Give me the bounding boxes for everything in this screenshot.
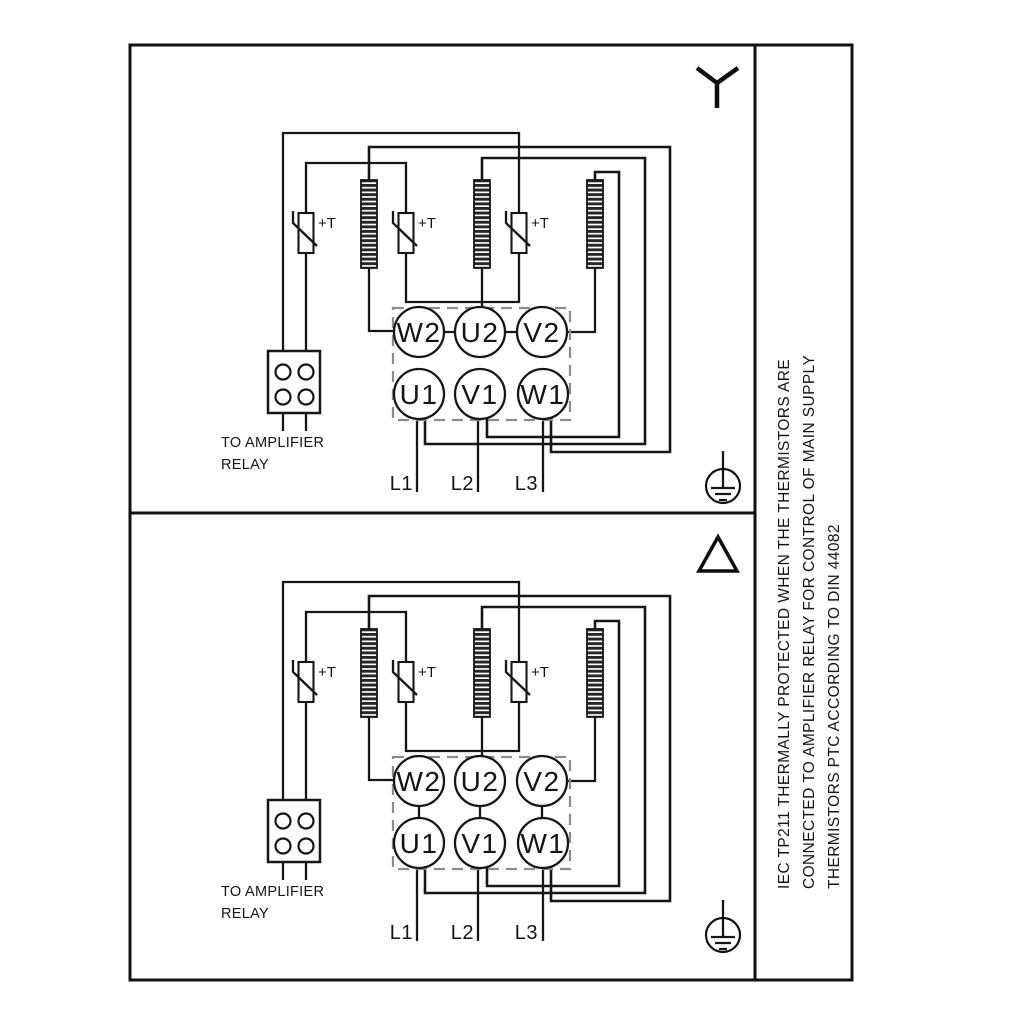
amplifier-relay-box bbox=[268, 800, 320, 862]
winding-coil-icon-1 bbox=[361, 629, 377, 717]
relay-note-line2: RELAY bbox=[221, 906, 269, 922]
winding-coil-icon-2 bbox=[474, 180, 490, 268]
relay-pin bbox=[299, 814, 314, 829]
relay-note-line1: TO AMPLIFIER bbox=[221, 884, 325, 900]
panel-star bbox=[221, 68, 740, 503]
earth-ground-icon bbox=[706, 451, 740, 503]
relay-note-line1: TO AMPLIFIER bbox=[221, 435, 325, 451]
supply-label-L2: L2 bbox=[450, 473, 474, 495]
th2-th3-bottom-link-wire bbox=[406, 253, 519, 302]
side-note bbox=[776, 355, 843, 889]
thermistor-label: +T bbox=[531, 215, 549, 232]
star-symbol-icon bbox=[697, 68, 738, 108]
winding-coil-icon-2 bbox=[474, 629, 490, 717]
winding3-to-V2-wire bbox=[567, 717, 595, 781]
thermistor-icon-3 bbox=[506, 660, 530, 702]
winding1-to-W2-wire bbox=[369, 717, 394, 780]
terminal-label: V1 bbox=[461, 379, 499, 410]
side-note-line2: CONNECTED TO AMPLIFIER RELAY FOR CONTROL OF MAIN SUPPLY bbox=[801, 354, 818, 889]
delta-bridge-links bbox=[419, 806, 542, 818]
supply-label-L3: L3 bbox=[514, 473, 538, 495]
thermistor-icon-1 bbox=[293, 211, 317, 253]
thermistor-label: +T bbox=[318, 215, 336, 232]
relay-pin bbox=[299, 365, 314, 380]
terminal-label: U2 bbox=[460, 766, 500, 797]
relay-note-line2: RELAY bbox=[221, 457, 269, 473]
thermistor-label: +T bbox=[418, 664, 436, 681]
thermistor-icon-2 bbox=[393, 660, 417, 702]
delta-symbol-icon bbox=[699, 537, 737, 571]
winding-coil-icon-3 bbox=[587, 629, 603, 717]
terminal-label: W2 bbox=[396, 317, 442, 348]
relay-pin bbox=[299, 839, 314, 854]
thermistor-icon-2 bbox=[393, 211, 417, 253]
relay-lead-stubs bbox=[283, 862, 306, 880]
relay-pin bbox=[276, 839, 291, 854]
side-note-line1: IEC TP211 THERMALLY PROTECTED WHEN THE THERMISTORS ARE bbox=[776, 358, 793, 889]
winding-coil-icon-1 bbox=[361, 180, 377, 268]
terminal-label: V2 bbox=[523, 766, 561, 797]
th2-th3-bottom-link-wire bbox=[406, 702, 519, 751]
winding3-to-V2-wire bbox=[567, 268, 595, 332]
winding-coil-icon-3 bbox=[587, 180, 603, 268]
terminal-label: W2 bbox=[396, 766, 442, 797]
supply-label-L1: L1 bbox=[389, 922, 413, 944]
winding1-to-W2-wire bbox=[369, 268, 394, 331]
relay-pin bbox=[276, 365, 291, 380]
thermistor-label: +T bbox=[418, 215, 436, 232]
supply-label-L2: L2 bbox=[450, 922, 474, 944]
panel-delta bbox=[221, 537, 740, 952]
thermistor-label: +T bbox=[318, 664, 336, 681]
supply-label-L3: L3 bbox=[514, 922, 538, 944]
terminal-label: V1 bbox=[461, 828, 499, 859]
relay-pin bbox=[276, 390, 291, 405]
thermistor-label: +T bbox=[531, 664, 549, 681]
relay-lead-stubs bbox=[283, 413, 306, 431]
thermistor-icon-3 bbox=[506, 211, 530, 253]
thermistor-icon-1 bbox=[293, 660, 317, 702]
terminal-label: W1 bbox=[520, 828, 566, 859]
th1-th2-top-link-wire bbox=[306, 612, 406, 662]
terminal-label: U2 bbox=[460, 317, 500, 348]
terminal-label: W1 bbox=[520, 379, 566, 410]
relay-pin bbox=[299, 390, 314, 405]
relay-pin bbox=[276, 814, 291, 829]
th1-th2-top-link-wire bbox=[306, 163, 406, 213]
terminal-label: U1 bbox=[399, 828, 439, 859]
side-note-line3: THERMISTORS PTC ACCORDING TO DIN 44082 bbox=[826, 524, 843, 889]
terminal-label: U1 bbox=[399, 379, 439, 410]
amplifier-relay-box bbox=[268, 351, 320, 413]
terminal-label: V2 bbox=[523, 317, 561, 348]
supply-label-L1: L1 bbox=[389, 473, 413, 495]
earth-ground-icon bbox=[706, 900, 740, 952]
